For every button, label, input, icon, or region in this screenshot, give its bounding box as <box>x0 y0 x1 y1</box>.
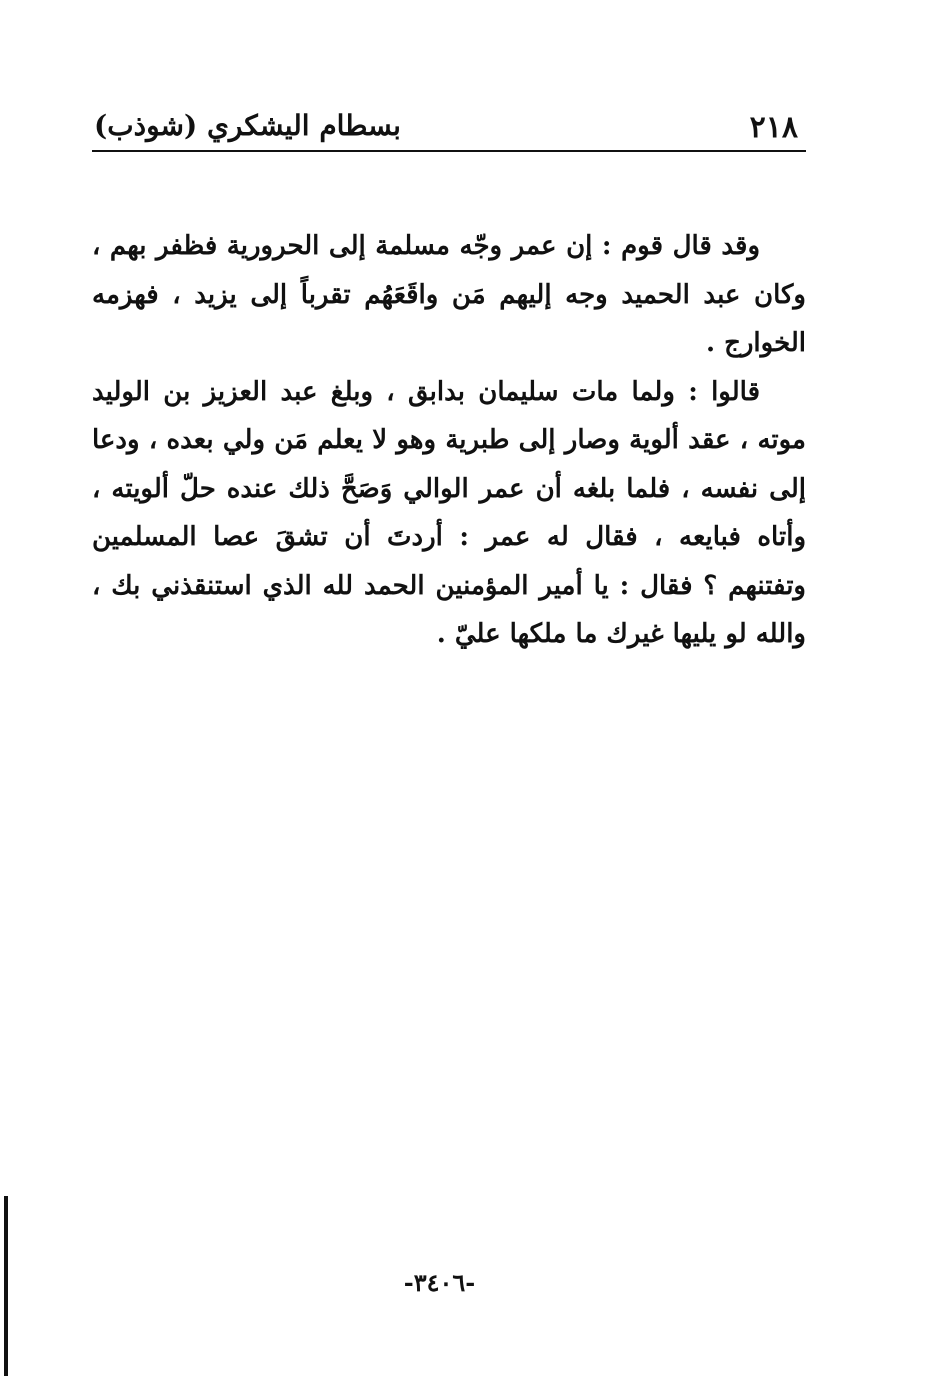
footer-page-number: -٣٤٠٦- <box>403 1268 476 1297</box>
paragraph-2: قالوا : ولما مات سليمان بدابق ، وبلغ عبد العزيز بن الوليد موته ، عقد ألوية وصار إلى طبرية وهو لا يعلم مَن ولي بعده ، ودعا إلى نفسه ، فلما بلغه أن عمر الوالي وَصَحَّ ذلك عنده حلّ ألويته ، وأتاه فبايعه ، فقال له عمر : أردتَ أن تشقَ عصا المسلمين وتفتنهم ؟ فقال : يا أمير المؤمنين الحمد لله الذي استنقذني بك ، والله لو يليها غيرك ما ملكها عليّ . <box>92 376 806 649</box>
header-rule <box>92 150 806 152</box>
binding-edge <box>4 1196 8 1376</box>
running-title: بسطام اليشكري (شوذب) <box>94 109 401 142</box>
page-header <box>92 100 804 152</box>
paragraph-1: وقد قال قوم : إن عمر وجّه مسلمة إلى الحرورية فظفر بهم ، وكان عبد الحميد وجه إليهم مَن واقَعَهُم تقرباً إلى يزيد ، فهزمه الخوارج . <box>92 231 806 358</box>
page-number: ٢١٨ <box>749 110 798 145</box>
body-text <box>92 222 806 659</box>
